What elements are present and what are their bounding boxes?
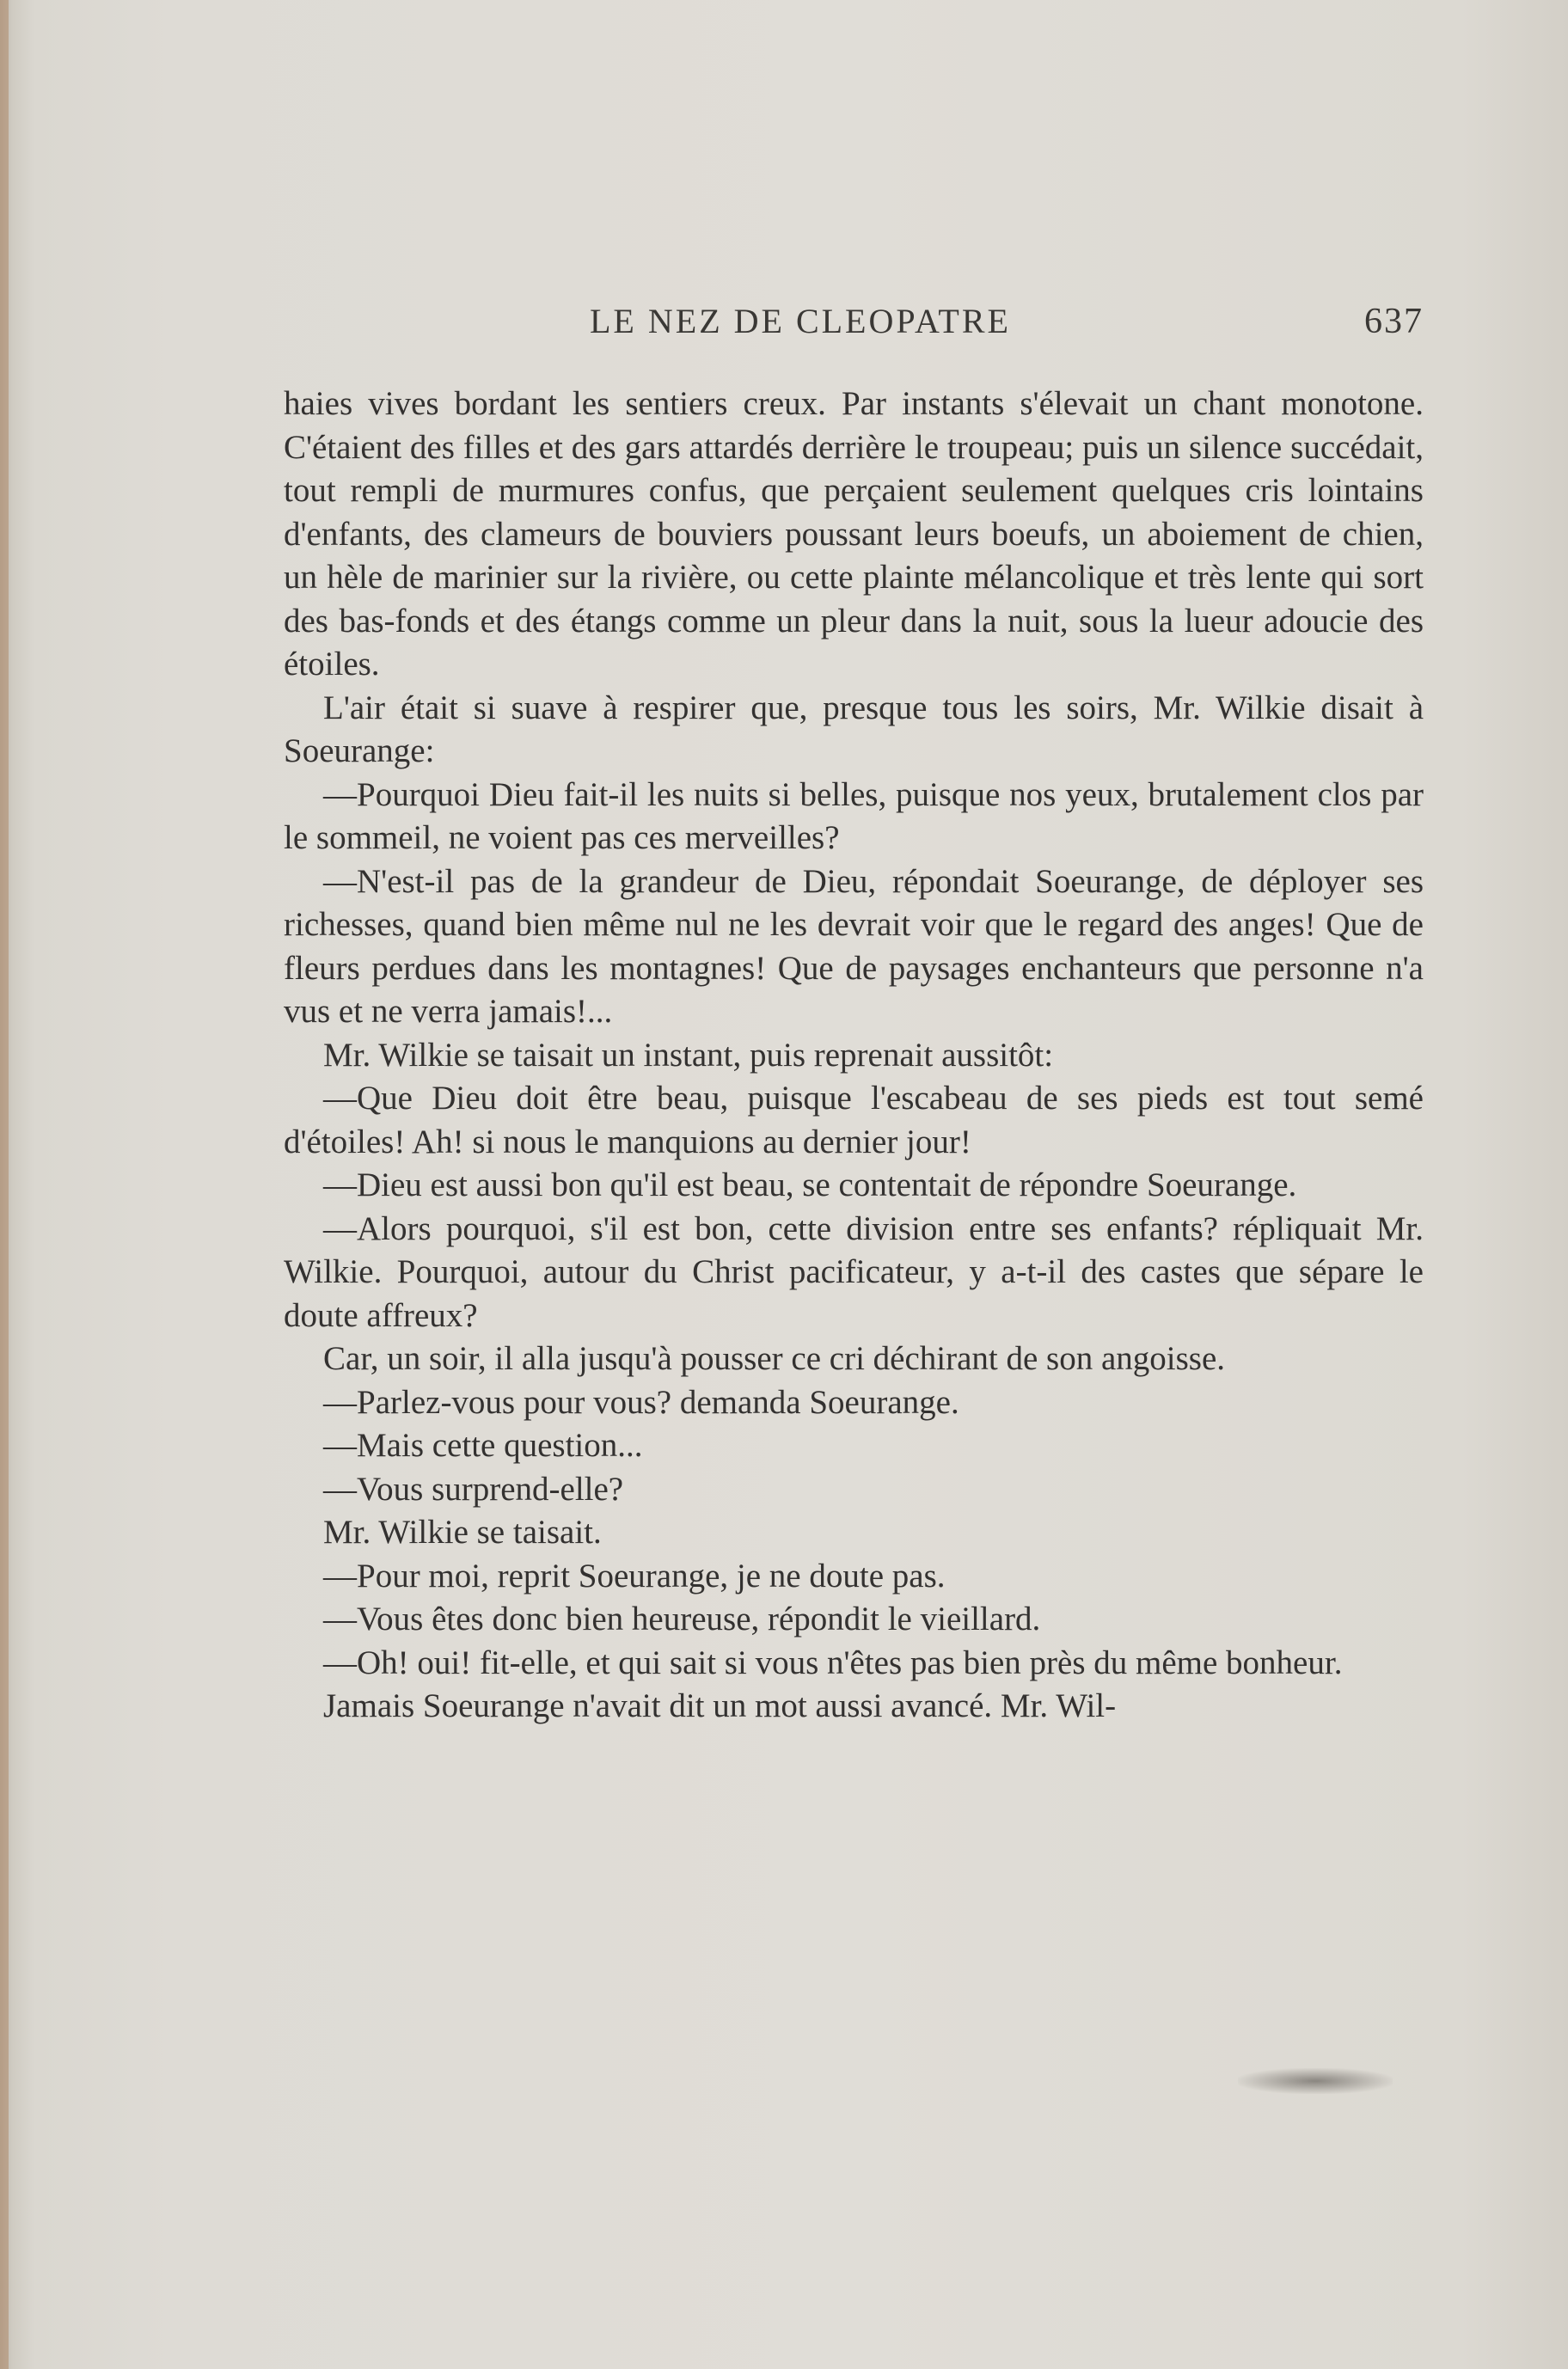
paragraph: —N'est-il pas de la grandeur de Dieu, répondait Soeurange, de déployer ses richesses, quand bien même nul ne les devrait voir que le regard des anges! Que de fleurs perdues dans les montagnes! Que de paysages enchanteurs que personne n'a vus et ne verra jamais!... <box>284 862 1424 1030</box>
paragraph: —Parlez-vous pour vous? demanda Soeurange. <box>323 1383 959 1421</box>
paragraph: —Vous surprend-elle? <box>323 1470 624 1508</box>
paragraph: —Alors pourquoi, s'il est bon, cette division entre ses enfants? répliquait Mr. Wilkie. Pourquoi, autour du Christ pacificateur, y a-t-il des castes que sépare le doute affreux? <box>284 1209 1424 1334</box>
paragraph: haies vives bordant les sentiers creux. Par instants s'élevait un chant monotone. C'étaient des filles et des gars attardés derrière le troupeau; puis un silence succédait, tout rempli de murmures confus, que perçaient seulement quelques cris lointains d'enfants, des clameurs de bouviers poussant leurs boeufs, un aboiement de chien, un hèle de marinier sur la rivière, ou cette plainte mélancolique et très lente qui sort des bas-fonds et des étangs comme un pleur dans la nuit, sous la lueur adoucie des étoiles. <box>284 385 1424 683</box>
paragraph: —Pourquoi Dieu fait-il les nuits si belles, puisque nos yeux, brutalement clos par le sommeil, ne voient pas ces merveilles? <box>284 775 1424 856</box>
paragraph: —Mais cette question... <box>323 1427 643 1464</box>
paragraph: —Dieu est aussi bon qu'il est beau, se contentait de répondre Soeurange. <box>323 1166 1297 1203</box>
paragraph: L'air était si suave à respirer que, presque tous les soirs, Mr. Wilkie disait à Soeurange: <box>284 689 1424 769</box>
running-title: LE NEZ DE CLEOPATRE <box>590 302 1011 340</box>
body-text <box>284 383 1424 1729</box>
paragraph: Mr. Wilkie se taisait un instant, puis reprenait aussitôt: <box>323 1036 1054 1074</box>
paragraph: —Que Dieu doit être beau, puisque l'escabeau de ses pieds est tout semé d'étoiles! Ah! si nous le manquions au dernier jour! <box>284 1080 1424 1160</box>
running-head <box>284 301 1424 352</box>
page-number: 637 <box>1364 302 1424 341</box>
paragraph: —Vous êtes donc bien heureuse, répondit le vieillard. <box>323 1601 1041 1637</box>
paragraph: —Oh! oui! fit-elle, et qui sait si vous n'êtes pas bien près du même bonheur. <box>323 1644 1343 1681</box>
paragraph: Mr. Wilkie se taisait. <box>323 1514 602 1551</box>
paragraph: —Pour moi, reprit Soeurange, je ne doute pas. <box>323 1557 946 1595</box>
ink-smudge <box>1238 2068 1393 2094</box>
paragraph: Jamais Soeurange n'avait dit un mot aussi avancé. Mr. Wil- <box>323 1687 1117 1724</box>
paragraph: Car, un soir, il alla jusqu'à pousser ce cri déchirant de son angoisse. <box>323 1340 1226 1377</box>
